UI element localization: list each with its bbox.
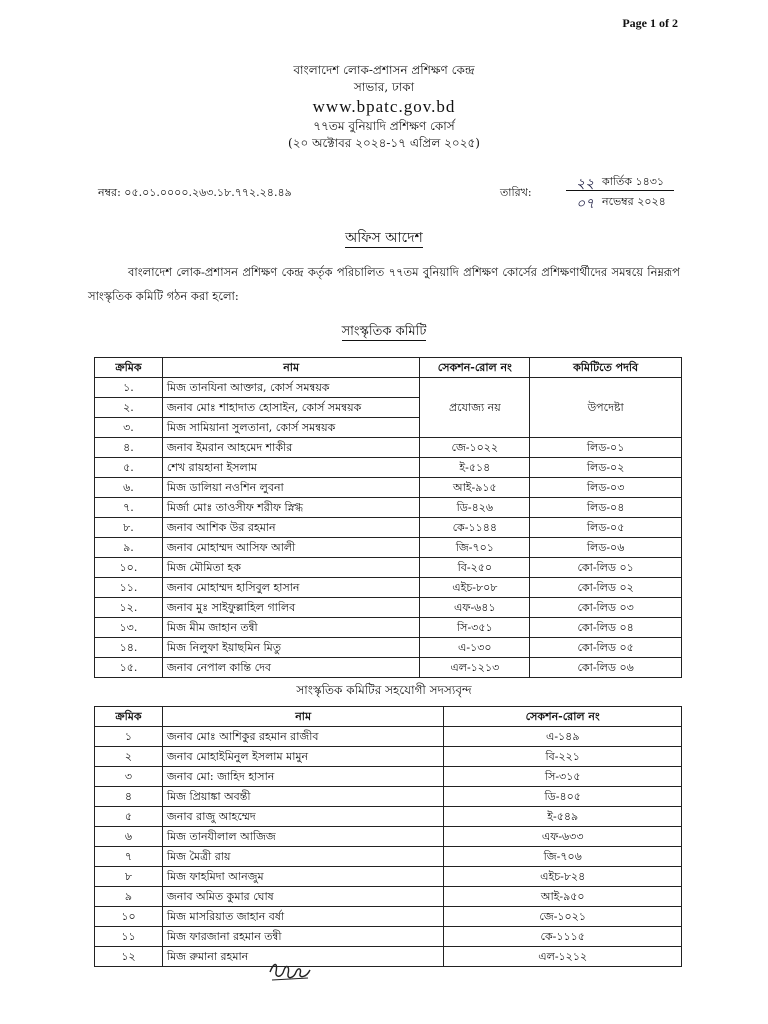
course-name: ৭৭তম বুনিয়াদি প্রশিক্ষণ কোর্স [313,119,455,133]
name-cell: মিজ ডালিয়া নওশিন লুবনা [162,478,419,498]
designation-cell: কো-লিড ০১ [530,558,682,578]
section-cell: জি-৭০৬ [444,847,682,867]
table-row [95,558,682,578]
serial-cell: ৯ [95,887,163,907]
header-section-roll: সেকশন-রোল নং [420,358,530,378]
designation-cell: উপদেষ্টা [530,378,682,438]
section-cell: আই-৯১৫ [420,478,530,498]
designation-cell: লিড-০৬ [530,538,682,558]
section-cell: ই-৫৪৯ [444,807,682,827]
name-cell: জনাব মুঃ সাইফুল্লাহিল গালিব [162,598,419,618]
name-cell: জনাব মো: জাহিদ হাসান [162,767,443,787]
support-members-table [94,706,682,967]
serial-cell: ৩. [95,418,163,438]
designation-cell: কো-লিড ০৫ [530,638,682,658]
serial-cell: ২. [95,398,163,418]
section-cell: এইচ-৮০৮ [420,578,530,598]
bangla-month-year: কার্তিক ১৪৩১ [602,175,665,188]
page-number: Page 1 of 2 [622,16,678,30]
table-row [95,767,682,787]
header-section-roll: সেকশন-রোল নং [444,707,682,727]
name-cell: মিজ মৈত্রী রায় [162,847,443,867]
order-paragraph: বাংলাদেশ লোক-প্রশাসন প্রশিক্ষণ কেন্দ্র কর্তৃক পরিচালিত ৭৭তম বুনিয়াদি প্রশিক্ষণ কোর্সের প্রশিক্ষণার্থীদের সমন্বয়ে নিম্নরূপ সাংস্কৃতিক কমিটি গঠন করা হলো: [88,265,680,303]
section-cell: বি-২২১ [444,747,682,767]
name-cell: মিজ ফাহমিদা আনজুম [162,867,443,887]
section-cell: বি-২৫০ [420,558,530,578]
bangla-day-handwritten: ২২ [576,176,595,192]
name-cell: জনাব অমিত কুমার ঘোষ [162,887,443,907]
serial-cell: ১২ [95,947,163,967]
serial-cell: ১০ [95,907,163,927]
table-header-row [95,707,682,727]
date-block [500,172,680,212]
section-cell: ডি-৪০৫ [444,787,682,807]
committee-table [94,357,682,678]
serial-cell: ১১. [95,578,163,598]
table-row [95,727,682,747]
section-cell: প্রযোজ্য নয় [420,378,530,438]
website: www.bpatc.gov.bd [312,97,456,116]
serial-cell: ১. [95,378,163,398]
table-row [95,827,682,847]
section-cell: আই-৯৫০ [444,887,682,907]
table-row [95,618,682,638]
letterhead [0,62,768,152]
name-cell: মিজ মৌমিতা হক [162,558,419,578]
designation-cell: লিড-০৩ [530,478,682,498]
serial-cell: ৬ [95,827,163,847]
table-row [95,907,682,927]
section-cell: এইচ-৮২৪ [444,867,682,887]
organization-name: বাংলাদেশ লোক-প্রশাসন প্রশিক্ষণ কেন্দ্র [293,63,475,77]
serial-cell: ১৫. [95,658,163,678]
name-cell: জনাব মোহাইমিনুল ইসলাম মামুন [162,747,443,767]
section-cell: জে-১০২২ [420,438,530,458]
greg-day-handwritten: ০৭ [576,196,595,212]
serial-cell: ১০. [95,558,163,578]
course-dates: (২০ অক্টোবর ২০২৪-১৭ এপ্রিল ২০২৫) [288,136,480,150]
table-row [95,578,682,598]
name-cell: মিজ ফারজানা রহমান তন্বী [162,927,443,947]
table-row [95,478,682,498]
name-cell: জনাব মোহাম্মদ আসিফ আলী [162,538,419,558]
table-header-row [95,358,682,378]
serial-cell: ১৪. [95,638,163,658]
serial-cell: ১২. [95,598,163,618]
table-row [95,887,682,907]
section-cell: এল-১২১২ [444,947,682,967]
serial-cell: ৪ [95,787,163,807]
designation-cell: কো-লিড ০২ [530,578,682,598]
committee-title: সাংস্কৃতিক কমিটি [341,324,427,339]
name-cell: জনাব মোহাম্মদ হাসিবুল হাসান [162,578,419,598]
serial-cell: ৫. [95,458,163,478]
header-designation: কমিটিতে পদবি [530,358,682,378]
name-cell: মিজ তানযীলাল আজিজ [162,827,443,847]
section-cell: সি-৩১৫ [444,767,682,787]
serial-cell: ১৩. [95,618,163,638]
designation-cell: লিড-০২ [530,458,682,478]
name-cell: জনাব মোঃ শাহাদাত হোসাইন, কোর্স সমন্বয়ক [162,398,419,418]
table-row [95,927,682,947]
section-cell: ডি-৪২৬ [420,498,530,518]
table-row [95,847,682,867]
support-members-title: সাংস্কৃতিক কমিটির সহযোগী সদস্যবৃন্দ [296,683,472,697]
name-cell: জনাব ইমরান আহমেদ শাকীর [162,438,419,458]
table-row [95,378,682,398]
table-row [95,947,682,967]
serial-cell: ৪. [95,438,163,458]
section-cell: জি-৭০১ [420,538,530,558]
designation-cell: কো-লিড ০৩ [530,598,682,618]
serial-cell: ৮. [95,518,163,538]
name-cell: মিজ মাসরিয়াত জাহান বর্ষা [162,907,443,927]
section-cell: এফ-৬৪১ [420,598,530,618]
table-row [95,867,682,887]
serial-cell: ৮ [95,867,163,887]
serial-cell: ৬. [95,478,163,498]
memo-number: নম্বর: ০৫.০১.০০০০.২৬৩.১৮.৭৭২.২৪.৪৯ [98,186,292,199]
section-cell: এ-১৩০ [420,638,530,658]
table-row [95,438,682,458]
header-name: নাম [162,358,419,378]
name-cell: মিজ তানযিনা আক্তার, কোর্স সমন্বয়ক [162,378,419,398]
table-row [95,598,682,618]
name-cell: জনাব রাজু আহম্মেদ [162,807,443,827]
date-divider [566,190,674,191]
table-row [95,518,682,538]
designation-cell: লিড-০৪ [530,498,682,518]
section-cell: এফ-৬৩৩ [444,827,682,847]
signature-icon [266,958,314,984]
table-row [95,458,682,478]
header-serial: ক্রমিক [95,707,163,727]
header-name: নাম [162,707,443,727]
designation-cell: কো-লিড ০৬ [530,658,682,678]
name-cell: মিজ প্রিয়াঙ্কা অবন্তী [162,787,443,807]
name-cell: মিজ রুমানা রহমান [162,947,443,967]
header-serial: ক্রমিক [95,358,163,378]
name-cell: জনাব মোঃ আশিকুর রহমান রাজীব [162,727,443,747]
section-cell: ই-৫১৪ [420,458,530,478]
organization-location: সাভার, ঢাকা [353,80,415,94]
serial-cell: ১ [95,727,163,747]
serial-cell: ১১ [95,927,163,947]
name-cell: মিজ সামিয়ানা সুলতানা, কোর্স সমন্বয়ক [162,418,419,438]
serial-cell: ৭ [95,847,163,867]
serial-cell: ৫ [95,807,163,827]
section-cell: কে-১১৪৪ [420,518,530,538]
designation-cell: কো-লিড ০৪ [530,618,682,638]
table-row [95,807,682,827]
section-cell: কে-১১১৫ [444,927,682,947]
designation-cell: লিড-০৫ [530,518,682,538]
name-cell: শেখ রায়হানা ইসলাম [162,458,419,478]
name-cell: জনাব নেপাল কান্তি দেব [162,658,419,678]
section-cell: এল-১২১৩ [420,658,530,678]
table-row [95,787,682,807]
section-cell: এ-১৪৯ [444,727,682,747]
serial-cell: ৩ [95,767,163,787]
table-row [95,658,682,678]
greg-month-year: নভেম্বর ২০২৪ [602,195,666,208]
document-title: অফিস আদেশ [345,230,423,246]
serial-cell: ২ [95,747,163,767]
section-cell: জে-১০২১ [444,907,682,927]
serial-cell: ৭. [95,498,163,518]
section-cell: সি-৩৫১ [420,618,530,638]
name-cell: জনাব আশিক উর রহমান [162,518,419,538]
designation-cell: লিড-০১ [530,438,682,458]
table-row [95,538,682,558]
serial-cell: ৯. [95,538,163,558]
table-row [95,638,682,658]
date-label: তারিখ: [500,186,532,199]
name-cell: মির্জা মোঃ তাওসীফ শরীফ স্নিগ্ধ [162,498,419,518]
name-cell: মিজ নিলুফা ইয়াছমিন মিতু [162,638,419,658]
table-row [95,498,682,518]
table-row [95,747,682,767]
name-cell: মিজ মীম জাহান তন্বী [162,618,419,638]
